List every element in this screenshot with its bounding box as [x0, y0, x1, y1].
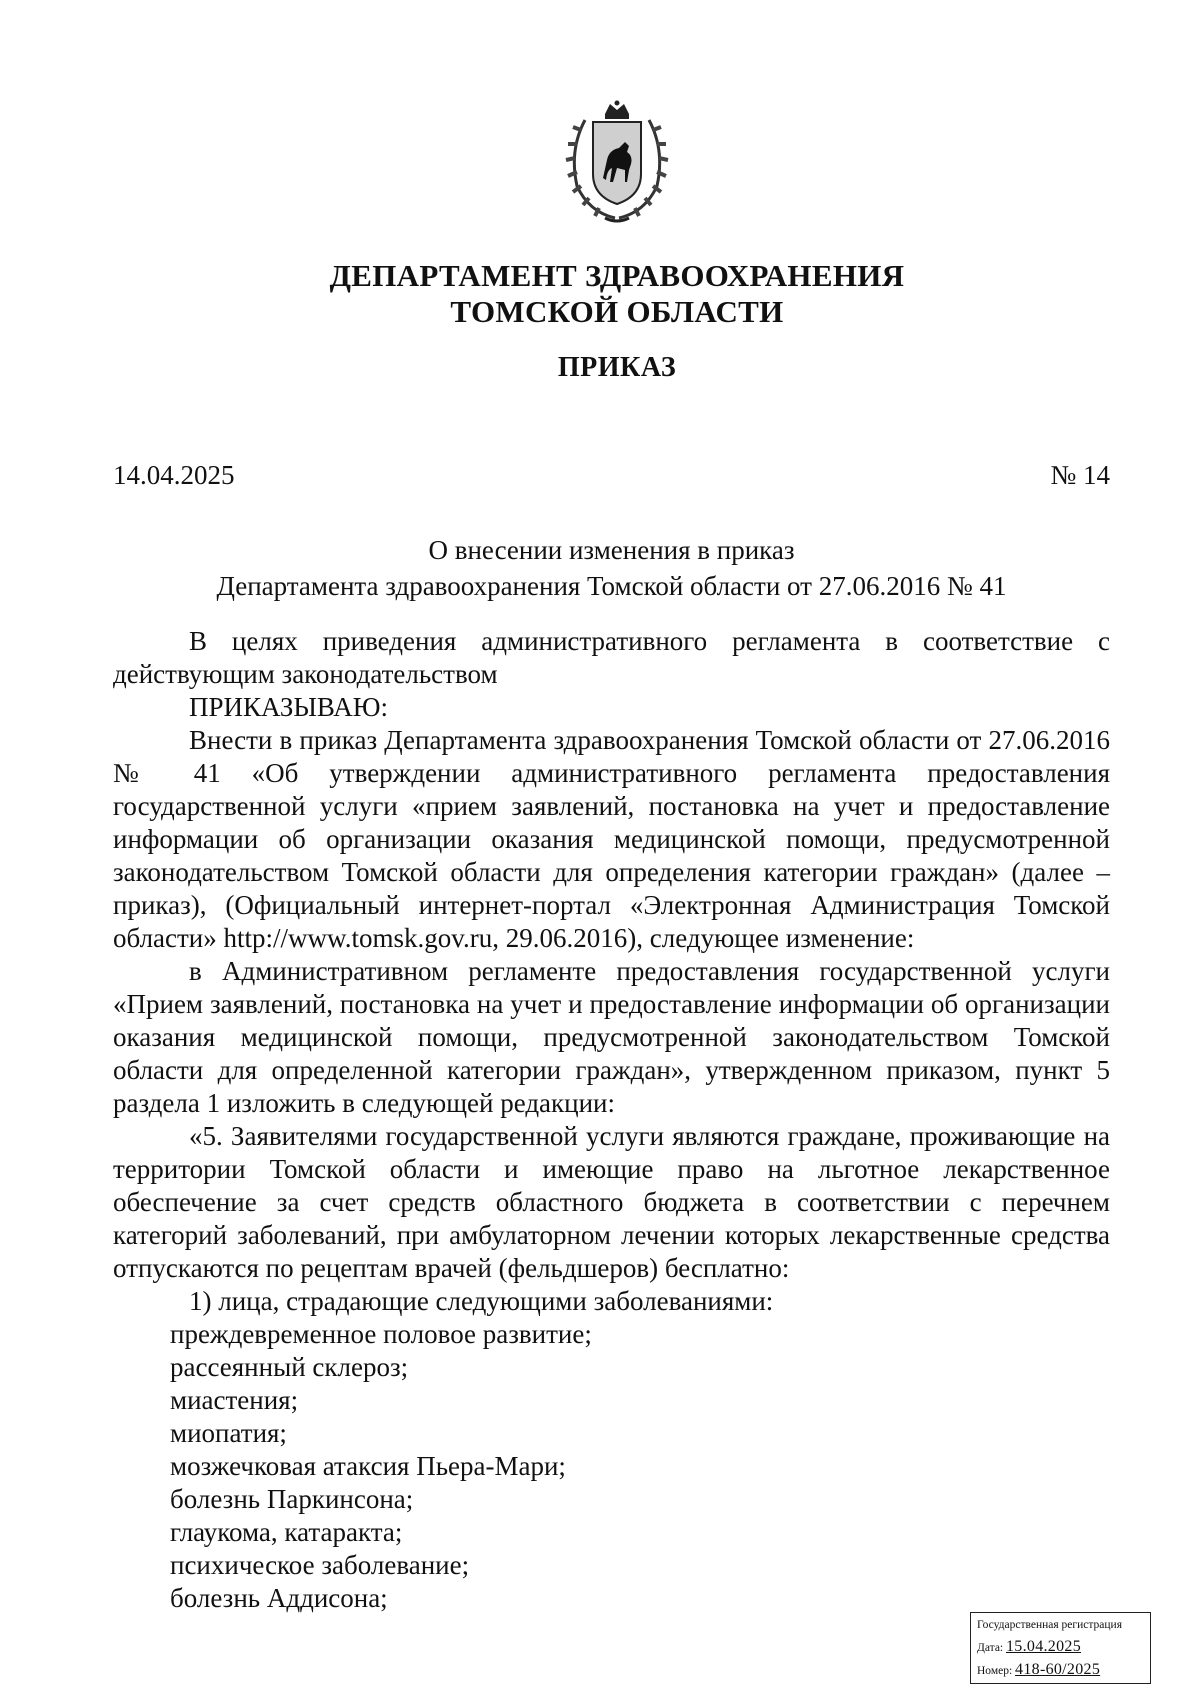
list-item: болезнь Аддисона; [170, 1583, 388, 1613]
organization-name-line2: ТОМСКОЙ ОБЛАСТИ [450, 294, 784, 329]
document-date: 14.04.2025 [113, 460, 235, 490]
registration-stamp [970, 1612, 1151, 1684]
subject-line2: Департамента здравоохранения Томской области от 27.06.2016 № 41 [216, 571, 1007, 601]
paragraph-amendment: Внести в приказ Департамента здравоохранения Томской области от 27.06.2016 № 41 «Об утверждении административного регламента предоставления государственной услуги «прием заявлений, постановка на учет и предоставление информации об организации оказания медицинской помощи, предусмотренной законодательством Томской области для определения категории граждан» (далее – приказ), (Официальный интернет-портал «Электронная Администрация Томской области» http://www.tomsk.gov.ru, 29.06.2016), следующее изменение: [113, 725, 1110, 953]
paragraph-clause-5: «5. Заявителями государственной услуги являются граждане, проживающие на территории Томской области и имеющие право на льготное лекарственное обеспечение за счет средств областного бюджета в соответствии с перечнем категорий заболеваний, при амбулаторном лечении которых лекарственные средства отпускаются по рецептам врачей (фельдшеров) бесплатно: [113, 1121, 1110, 1283]
coat-of-arms-icon [555, 100, 679, 226]
list-intro: 1) лица, страдающие следующими заболеваниями: [189, 1286, 774, 1316]
document-body [113, 625, 1110, 1615]
document-number: № 14 [1050, 460, 1110, 490]
list-item: болезнь Паркинсона; [170, 1484, 414, 1514]
list-item: мозжечковая атаксия Пьера-Мари; [170, 1451, 566, 1481]
subject-line1: О внесении изменения в приказ [428, 535, 795, 565]
list-item: глаукома, катаракта; [170, 1517, 403, 1547]
registration-title: Государственная регистрация [977, 1619, 1122, 1631]
registration-date-row [977, 1636, 1144, 1659]
list-item: психическое заболевание; [170, 1550, 470, 1580]
registration-number-row [977, 1659, 1144, 1682]
paragraph-purpose: В целях приведения административного регламента в соответствие с действующим законодательством [113, 626, 1110, 689]
organization-name-line1: ДЕПАРТАМЕНТ ЗДРАВООХРАНЕНИЯ [329, 258, 905, 293]
paragraph-regulation: в Административном регламенте предоставления государственной услуги «Прием заявлений, постановка на учет и предоставление информации об организации оказания медицинской помощи, предусмотренной законодательством Томской области для определенной категории граждан», утвержденном приказом, пункт 5 раздела 1 изложить в следующей редакции: [113, 956, 1110, 1118]
list-item: рассеянный склероз; [170, 1352, 409, 1382]
list-item: миопатия; [170, 1418, 287, 1448]
list-item: преждевременное половое развитие; [170, 1319, 592, 1349]
list-item: миастения; [170, 1385, 299, 1415]
document-subject [113, 532, 1110, 604]
paragraph-order: ПРИКАЗЫВАЮ: [189, 692, 388, 722]
registration-number-label: Номер: [977, 1665, 1013, 1677]
document-type: ПРИКАЗ [557, 352, 677, 383]
registration-date-value: 15.04.2025 [1006, 1638, 1081, 1655]
registration-number-value: 418-60/2025 [1015, 1661, 1101, 1678]
registration-date-label: Дата: [977, 1642, 1004, 1654]
